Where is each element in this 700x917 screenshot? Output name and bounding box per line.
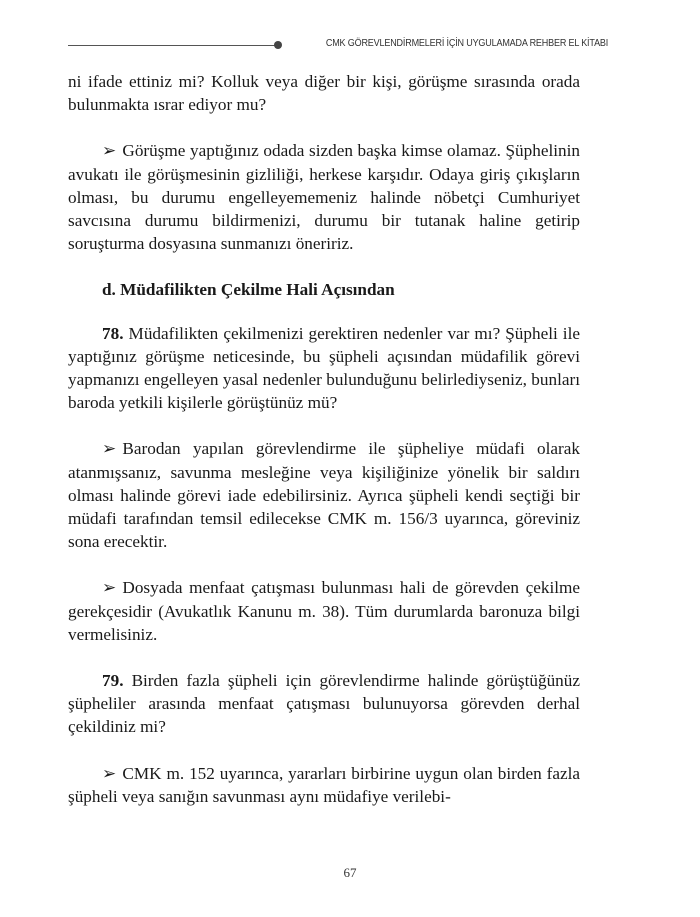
arrow-bullet-icon: ➢ bbox=[102, 141, 117, 161]
header-rule bbox=[68, 45, 278, 46]
question-number: 78. bbox=[102, 323, 124, 343]
paragraph-text: CMK m. 152 uyarınca, yararları birbirine uygun olan birden fazla şüpheli veya sanığın savunması aynı müdafiye verilebi- bbox=[68, 763, 580, 806]
question-79 bbox=[68, 669, 580, 739]
arrow-bullet-icon: ➢ bbox=[102, 578, 117, 598]
arrow-bullet-icon: ➢ bbox=[102, 763, 117, 783]
bullet-paragraph bbox=[68, 437, 580, 553]
page-number: 67 bbox=[343, 865, 357, 880]
paragraph-text: Dosyada menfaat çatışması bulunması hali de görevden çekilme gerekçesidir (Avukatlık Kanunu m. 38). Tüm durumlarda baronuza bilgi vermelisiniz. bbox=[68, 578, 580, 644]
question-number: 79. bbox=[102, 671, 124, 691]
page-body bbox=[68, 70, 580, 831]
section-heading bbox=[68, 278, 580, 301]
header-dot-icon bbox=[274, 41, 282, 49]
paragraph-text: Görüşme yaptığınız odada sizden başka kimse olamaz. Şüphelinin avukatı ile görüşmesinin gizliliği, herkese karşıdır. Odaya giriş çıkışların olması, bu durumu engelleyememeniz halinde nöbetçi Cumhuriyet savcısına durumu bildirmenizi, durumu bir tutanak haline getirip soruşturma dosyasına sunmanızı öneririz. bbox=[68, 141, 580, 254]
bullet-paragraph bbox=[68, 762, 580, 808]
question-text: Birden fazla şüpheli için görevlendirme halinde görüştüğünüz şüpheliler arasında menfaat çatışması bulunuyorsa görevden derhal çekildiniz mi? bbox=[68, 671, 580, 737]
paragraph-text: Barodan yapılan görevlendirme ile şüpheliye müdafi olarak atanmışsanız, savunma mesleğine veya kişiliğinize yönelik bir saldırı olması halinde görevi iade edebilirsiniz. Ayrıca şüpheli kendi seçtiği bir müdafi tarafından temsil edilecekse CMK m. 156/3 uyarınca, göreviniz sona erecektir. bbox=[68, 439, 580, 552]
bullet-paragraph bbox=[68, 139, 580, 255]
paragraph-text: ni ifade ettiniz mi? Kolluk veya diğer bir kişi, görüşme sırasında orada bulunmakta ısrar ediyor mu? bbox=[68, 72, 580, 115]
bullet-paragraph bbox=[68, 576, 580, 646]
running-header bbox=[68, 36, 609, 56]
heading-text: d. Müdafilikten Çekilme Hali Açısından bbox=[102, 280, 395, 300]
paragraph-continuation bbox=[68, 70, 580, 116]
header-title: CMK GÖREVLENDİRMELERİ İÇİN UYGULAMADA REHBER EL KİTABI bbox=[325, 37, 609, 49]
question-text: Müdafilikten çekilmenizi gerektiren nedenler var mı? Şüpheli ile yaptığınız görüşme neticesinde, bu şüpheli açısından müdafilik görevi yapmanızı engelleyen yasal nedenler bulunduğunu belirlediyseniz, bunları baroda yetkili kişilerle görüştünüz mü? bbox=[68, 323, 580, 413]
question-78 bbox=[68, 322, 580, 415]
arrow-bullet-icon: ➢ bbox=[102, 439, 117, 459]
